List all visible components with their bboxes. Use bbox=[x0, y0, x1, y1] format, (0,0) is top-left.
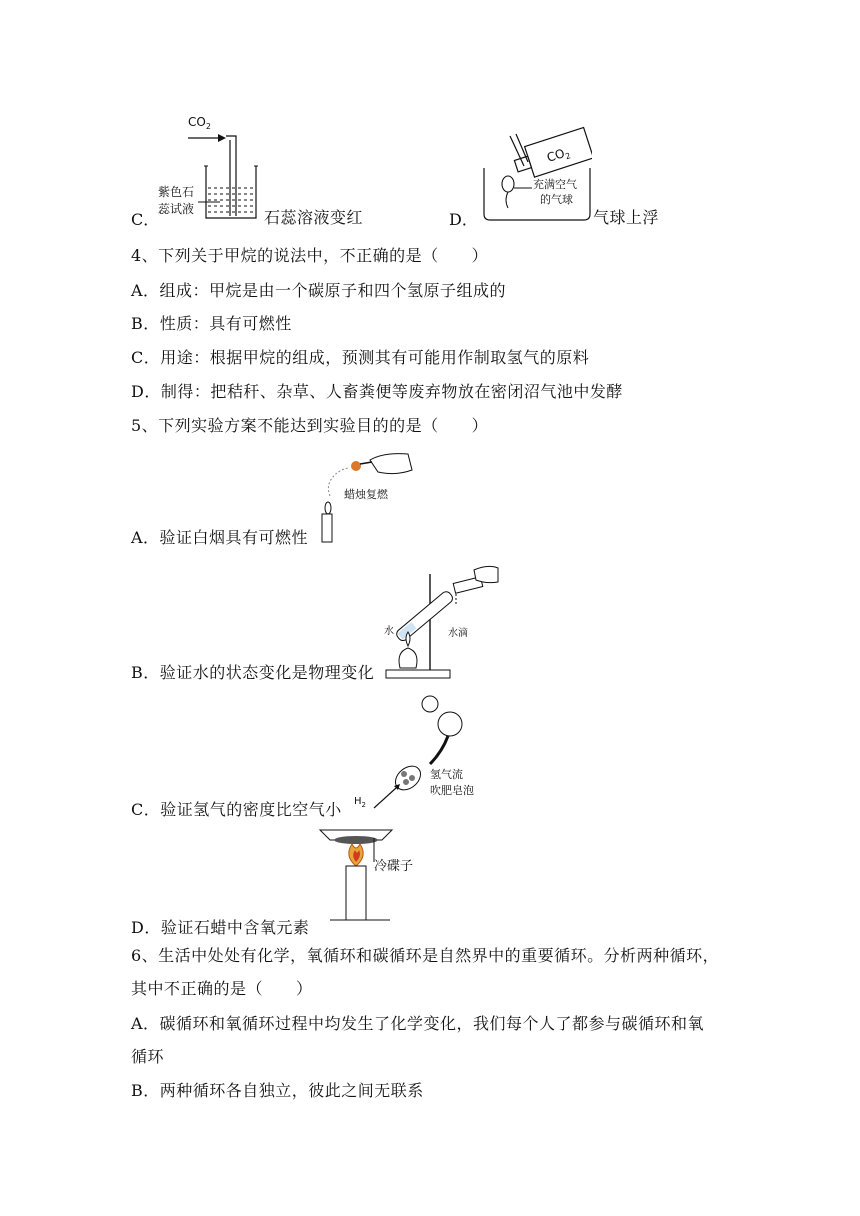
q3-option-d-caption: 气球上浮 bbox=[593, 208, 660, 227]
q5-stem: 5、下列实验方案不能达到实验目的的是（ ） bbox=[131, 416, 489, 435]
q4-option-d: D．制得：把秸秆、杂草、人畜粪便等废弃物放在密闭沼气池中发酵 bbox=[131, 382, 623, 401]
water-label: 水 bbox=[384, 626, 394, 637]
q5-option-c: C．验证氢气的密度比空气小 bbox=[131, 800, 342, 819]
q5-option-d: D．验证石蜡中含氧元素 bbox=[131, 918, 310, 937]
q3-option-c-figure bbox=[150, 110, 265, 225]
balloon-label-line1: 充满空气 bbox=[533, 178, 577, 191]
hydrogen-flow-label-line1: 氢气流 bbox=[430, 768, 463, 781]
balloon-label-line2: 的气球 bbox=[540, 193, 573, 206]
q5-option-d-figure bbox=[318, 822, 418, 932]
candle-reignite-label: 蜡烛复燃 bbox=[344, 488, 388, 501]
cold-dish-label: 冷碟子 bbox=[374, 859, 414, 874]
q4-option-b: B．性质：具有可燃性 bbox=[131, 314, 292, 333]
q4-option-a: A．组成：甲烷是由一个碳原子和四个氢原子组成的 bbox=[131, 281, 507, 300]
q5-option-a-figure bbox=[318, 448, 418, 544]
h2-label: $H_2$ bbox=[354, 796, 366, 809]
q6-option-a-line1: A．碳循环和氧循环过程中均发生了化学变化，我们每个人了都参与碳循环和氧 bbox=[131, 1014, 705, 1033]
q5-option-b: B．验证水的状态变化是物理变化 bbox=[131, 663, 375, 682]
q6-stem-line2: 其中不正确的是（ ） bbox=[131, 979, 313, 998]
q6-option-a-line2: 循环 bbox=[131, 1047, 165, 1066]
liquid-label-line1: 紫色石 bbox=[158, 185, 195, 199]
q5-option-a: A．验证白烟具有可燃性 bbox=[131, 528, 309, 547]
water-drop-label: 水滴 bbox=[448, 628, 468, 639]
q5-option-b-figure bbox=[380, 560, 500, 682]
co2-label: $CO_2$ bbox=[188, 115, 211, 131]
q3-option-c-label: C． bbox=[131, 210, 160, 229]
liquid-label-line2: 蕊试液 bbox=[158, 202, 195, 216]
q3-option-d-figure bbox=[480, 122, 592, 224]
hydrogen-flow-label-line2: 吹肥皂泡 bbox=[430, 784, 474, 797]
q3-option-d-label: D． bbox=[449, 210, 478, 229]
q4-stem: 4、下列关于甲烷的说法中，不正确的是（ ） bbox=[131, 246, 489, 265]
q6-option-b: B．两种循环各自独立，彼此之间无联系 bbox=[131, 1081, 424, 1100]
q6-stem-line1: 6、生活中处处有化学，氧循环和碳循环是自然界中的重要循环。分析两种循环， bbox=[131, 946, 720, 965]
q4-option-c: C．用途：根据甲烷的组成，预测其有可能用作制取氢气的原料 bbox=[131, 348, 590, 367]
q3-option-c-caption: 石蕊溶液变红 bbox=[264, 208, 364, 227]
q5-option-c-figure bbox=[350, 690, 490, 820]
co2-bottle-label: $CO_2$ bbox=[545, 146, 572, 165]
